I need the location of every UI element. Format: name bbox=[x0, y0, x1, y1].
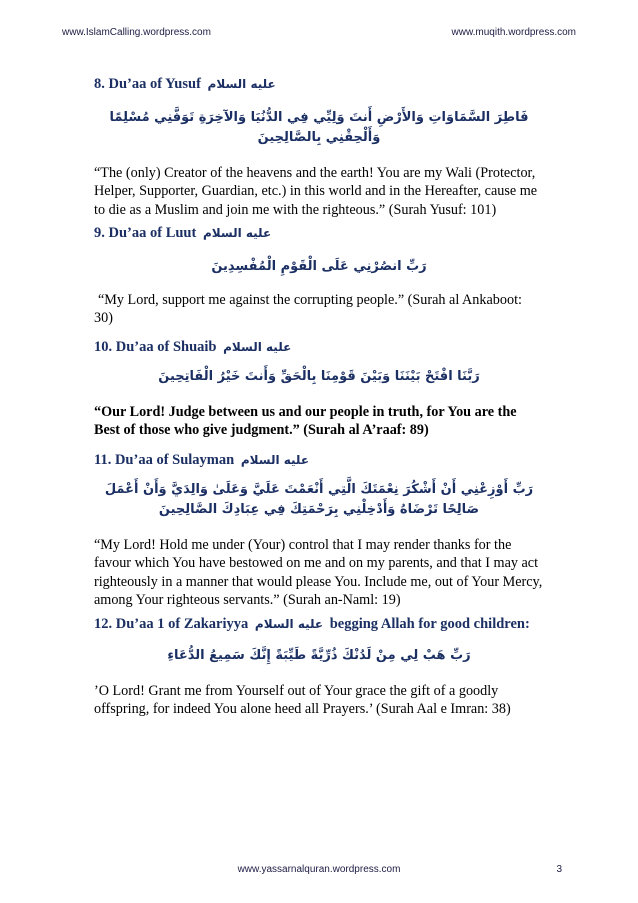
heading-text: 10. Du’aa of Shuaib bbox=[94, 339, 217, 355]
page-number: 3 bbox=[556, 864, 562, 875]
dua-arabic: رَبَّنَا افْتَحْ بَيْنَنَا وَبَيْنَ قَوْمِنَا بِالْحَقِّ وَأَنتَ خَيْرُ الْفَاتِحِينَ bbox=[158, 369, 480, 384]
dua-translation: ’O Lord! Grant me from Yourself out of Your grace the gift of a goodly offspring, for indeed You alone heed all Prayers.’ (Surah Aal e Imran: 38) bbox=[94, 683, 511, 718]
heading-text: 12. Du’aa 1 of Zakariyya bbox=[94, 616, 249, 632]
section-zakariyya bbox=[94, 614, 544, 719]
heading-arabic: عليه السلام bbox=[207, 77, 276, 91]
section-yusuf bbox=[94, 74, 544, 219]
section-heading bbox=[94, 74, 544, 94]
dua-translation: “Our Lord! Judge between us and our people in truth, for You are the Best of those who give judgment.” (Surah al A’raaf: 89) bbox=[94, 404, 517, 439]
section-sulayman bbox=[94, 450, 544, 610]
section-heading bbox=[94, 450, 544, 470]
heading-text: 8. Du’aa of Yusuf bbox=[94, 76, 201, 92]
header-left-url: www.IslamCalling.wordpress.com bbox=[62, 27, 211, 38]
dua-arabic: فَاطِرَ السَّمَاوَاتِ وَالأَرْضِ أَنتَ وَلِيِّي فِي الدُّنُيَا وَالآخِرَةِ تَوَفَّنِي مُسْلِمًا وَأَلْحِقْنِي بِالصَّالِحِينَ bbox=[109, 110, 529, 145]
dua-translation: “My Lord! Hold me under (Your) control that I may render thanks for the favour which You have bestowed on me and on my parents, and that I may act righteously in a manner that would please You. Include me, out of Your Mercy, among Your righteous servants.” (Surah an-Naml: 19) bbox=[94, 537, 543, 609]
footer-url: www.yassarnalquran.wordpress.com bbox=[237, 864, 401, 875]
dua-translation: “My Lord, support me against the corrupting people.” (Surah al Ankaboot: 30) bbox=[94, 292, 522, 327]
dua-arabic: رَبِّ أَوْزِعْنِي أَنْ أَشْكُرَ نِعْمَتَكَ الَّتِي أَنْعَمْتَ عَلَيَّ وَعَلَىٰ وَالِدَيَّ وَأَنْ أَعْمَلَ صَالِحًا تَرْضَاهُ وَأَدْخِلْنِي بِرَحْمَتِكَ فِي عِبَادِكَ الصَّالِحِينَ bbox=[104, 482, 534, 517]
dua-arabic: رَبِّ هَبْ لِي مِنْ لَدُنْكَ ذُرِّيَّةً طَيِّبَةً إِنَّكَ سَمِيعُ الدُّعَاءِ bbox=[167, 648, 471, 663]
heading-arabic: عليه السلام bbox=[254, 617, 324, 631]
heading-arabic: عليه السلام bbox=[223, 340, 292, 354]
section-shuaib bbox=[94, 337, 544, 440]
heading-arabic: عليه السلام bbox=[240, 453, 310, 467]
heading-text: 9. Du’aa of Luut bbox=[94, 225, 197, 241]
section-heading bbox=[94, 337, 544, 357]
heading-text: 11. Du’aa of Sulayman bbox=[94, 452, 235, 468]
heading-arabic: عليه السلام bbox=[202, 226, 272, 240]
section-luut bbox=[94, 223, 544, 328]
heading-suffix: begging Allah for good children: bbox=[329, 616, 530, 632]
dua-translation: “The (only) Creator of the heavens and the earth! You are my Wali (Protector, Helper, Supporter, Guardian, etc.) in this world and in the Hereafter, cause me to die as a Muslim and join me with the righteous.” (Surah Yusuf: 101) bbox=[94, 165, 538, 218]
section-heading bbox=[94, 223, 544, 243]
header-right-url: www.muqith.wordpress.com bbox=[451, 27, 576, 38]
dua-arabic: رَبِّ انصُرْنِي عَلَى الْقَوْمِ الْمُفْسِدِينَ bbox=[211, 259, 427, 274]
section-heading bbox=[94, 614, 544, 634]
